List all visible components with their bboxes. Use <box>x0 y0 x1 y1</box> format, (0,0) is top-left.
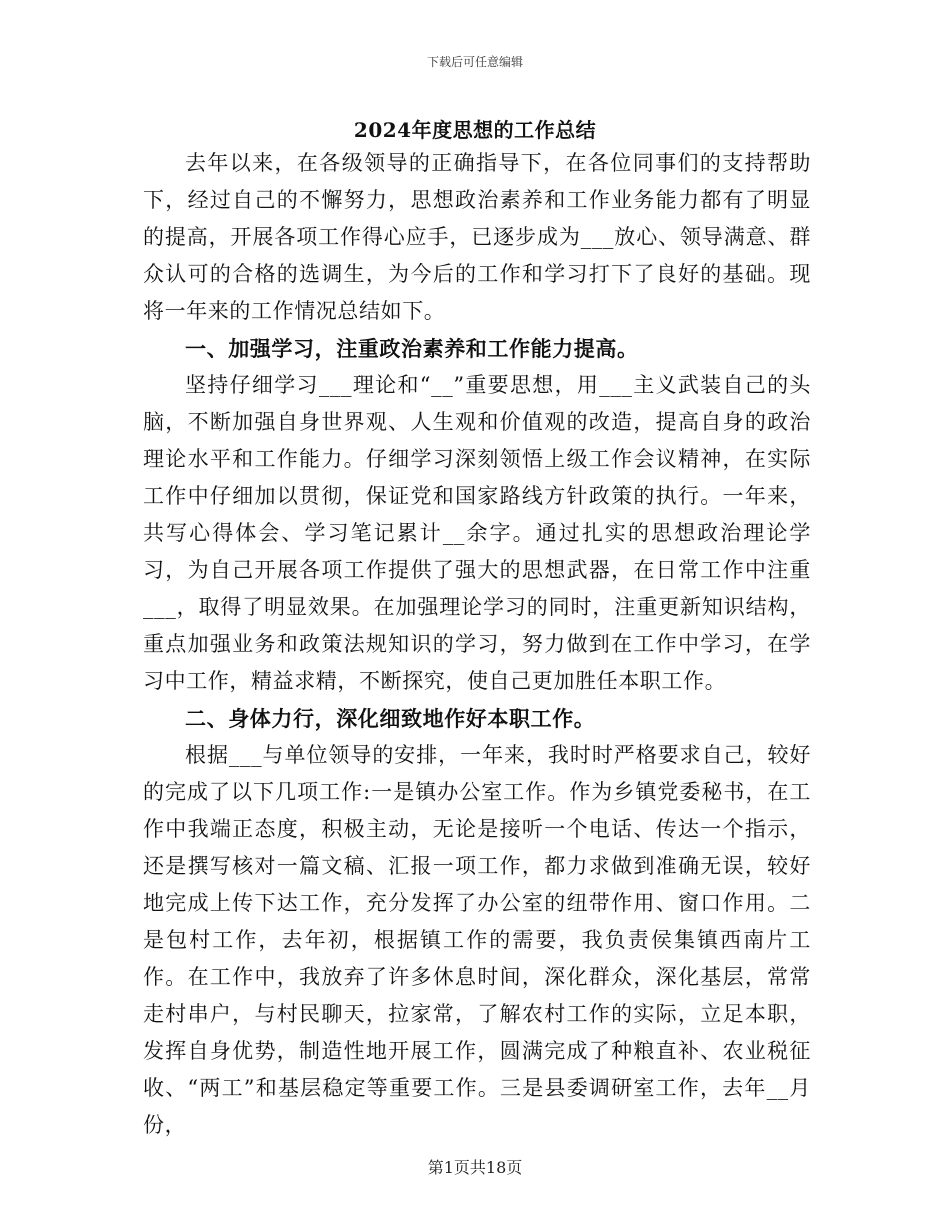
intro-paragraph: 去年以来，在各级领导的正确指导下，在各位同事们的支持帮助下，经过自己的不懈努力，思想政治素养和工作业务能力都有了明显的提高，开展各项工作得心应手，已逐步成为___放心、领导满意、群众认可的合格的选调生，为今后的工作和学习打下了良好的基础。现将一年来的工作情况总结如下。 <box>143 151 811 323</box>
section-1-paragraph: 坚持仔细学习___理论和“__”重要思想，用___主义武装自己的头脑，不断加强自身世界观、人生观和价值观的改造，提高自身的政治理论水平和工作能力。仔细学习深刻领悟上级工作会议精神，在实际工作中仔细加以贯彻，保证党和国家路线方针政策的执行。一年来，共写心得体会、学习笔记累计__余字。通过扎实的思想政治理论学习，为自己开展各项工作提供了强大的思想武器，在日常工作中注重___，取得了明显效果。在加强理论学习的同时，注重更新知识结构，重点加强业务和政策法规知识的学习，努力做到在工作中学习，在学习中工作，精益求精，不断探究，使自己更加胜任本职工作。 <box>143 373 811 693</box>
document-title: 2024年度思想的工作总结 <box>353 118 597 142</box>
page-number-footer: 第1页共18页 <box>427 1158 523 1177</box>
header-note: 下载后可任意编辑 <box>426 55 523 69</box>
section-heading-1: 一、加强学习，注重政治素养和工作能力提高。 <box>185 336 639 361</box>
section-2-paragraph: 根据___与单位领导的安排，一年来，我时时严格要求自己，较好的完成了以下几项工作:一是镇办公室工作。作为乡镇党委秘书，在工作中我端正态度，积极主动，无论是接听一个电话、传达一个指示，还是撰写核对一篇文稿、汇报一项工作，都力求做到准确无误，较好地完成上传下达工作，充分发挥了办公室的纽带作用、窗口作用。二是包村工作，去年初，根据镇工作的需要，我负责侯集镇西南片工作。在工作中，我放弃了许多休息时间，深化群众，深化基层，常常走村串户，与村民聊天，拉家常，了解农村工作的实际，立足本职，发挥自身优势，制造性地开展工作，圆满完成了种粮直补、农业税征收、“两工”和基层稳定等重要工作。三是县委调研室工作，去年__月份， <box>143 743 811 1137</box>
section-heading-2: 二、身体力行，深化细致地作好本职工作。 <box>185 706 596 731</box>
document-body <box>143 145 811 1144</box>
